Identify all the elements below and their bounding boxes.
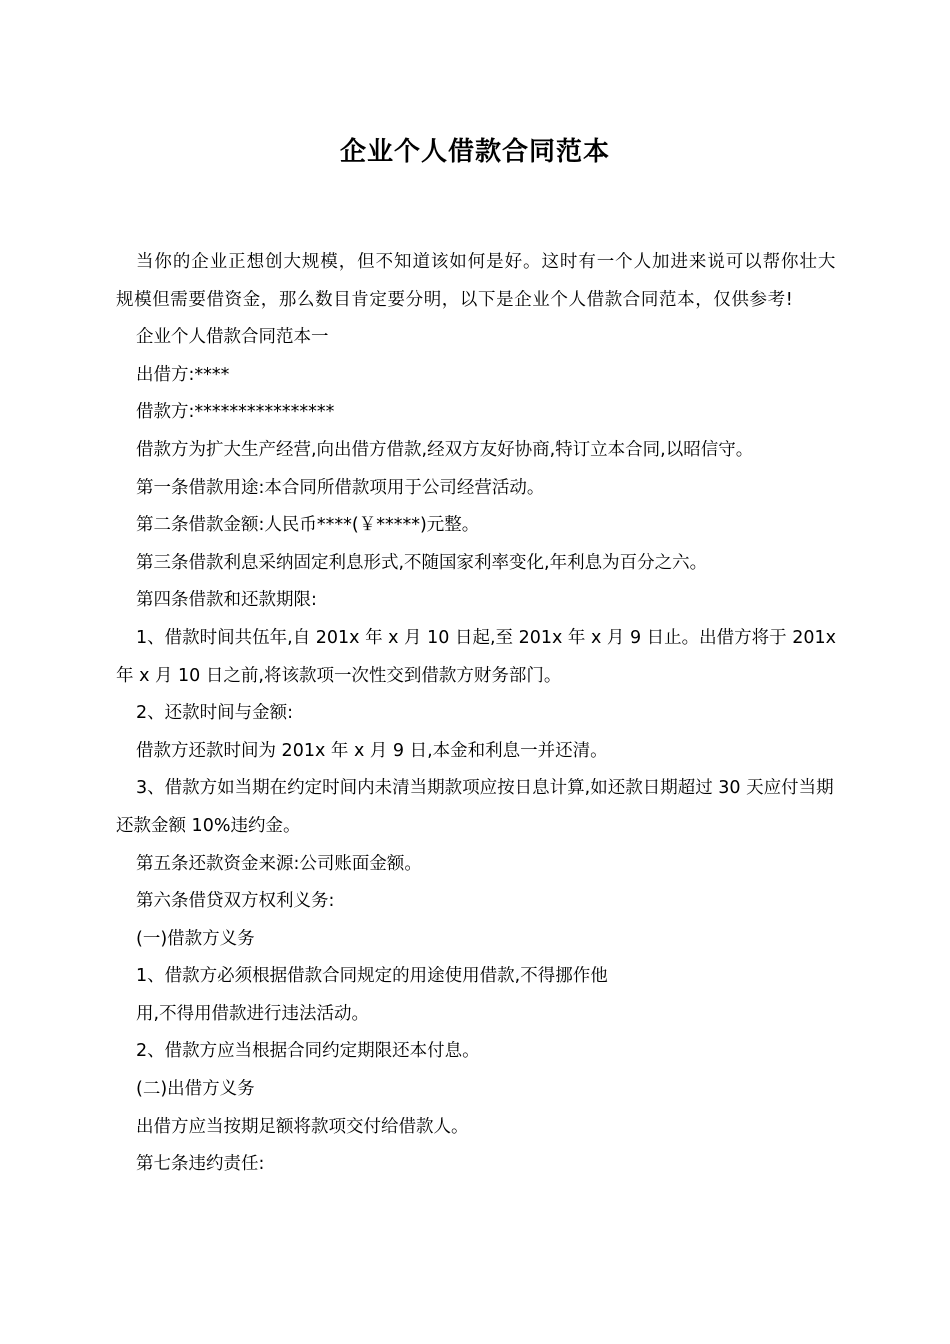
borrower-obligation-2: 2、借款方应当根据合同约定期限还本付息。 bbox=[136, 1041, 480, 1062]
intro-paragraph: 当你的企业正想创大规模，但不知道该如何是好。这时有一个人加进来说可以帮你壮大规模但需要借资金，那么数目肯定要分明，以下是企业个人借款合同范本，仅供参考! bbox=[116, 252, 836, 310]
article-2: 第二条借款金额:人民币****(￥*****)元整。 bbox=[136, 515, 480, 536]
article-4: 第四条借款和还款期限: bbox=[136, 590, 317, 611]
article-6: 第六条借贷双方权利义务: bbox=[136, 891, 335, 912]
article-3: 第三条借款利息采纳固定利息形式,不随国家利率变化,年利息为百分之六。 bbox=[136, 552, 708, 573]
section-heading: 企业个人借款合同范本一 bbox=[136, 327, 329, 348]
article-7: 第七条违约责任: bbox=[136, 1154, 265, 1175]
lender-obligation-1: 出借方应当按期足额将款项交付给借款人。 bbox=[136, 1116, 469, 1137]
document-title: 企业个人借款合同范本 bbox=[339, 137, 610, 167]
article-4-item-1: 1、借款时间共伍年,自 201x 年 x 月 10 日起,至 201x 年 x 月 9 日止。出借方将于 201x 年 x 月 10 日之前,将该款项一次性交到借款方财务部门。 bbox=[116, 627, 836, 686]
preamble-paragraph: 借款方为扩大生产经营,向出借方借款,经双方友好协商,特订立本合同,以昭信守。 bbox=[136, 439, 754, 460]
article-4-item-2: 2、还款时间与金额: bbox=[136, 703, 294, 724]
document-body bbox=[116, 244, 836, 1184]
article-4-item-3: 3、借款方如当期在约定时间内未清当期款项应按日息计算,如还款日期超过 30 天应付当期还款金额 10%违约金。 bbox=[116, 778, 834, 836]
repayment-time-line: 借款方还款时间为 201x 年 x 月 9 日,本金和利息一并还清。 bbox=[136, 740, 608, 761]
lender-line: 出借方:**** bbox=[136, 364, 230, 385]
borrower-line: 借款方:**************** bbox=[136, 402, 335, 423]
article-1: 第一条借款用途:本合同所借款项用于公司经营活动。 bbox=[136, 477, 545, 498]
borrower-obligation-1: 1、借款方必须根据借款合同规定的用途使用借款,不得挪作他 bbox=[136, 966, 608, 987]
article-5: 第五条还款资金来源:公司账面金额。 bbox=[136, 853, 422, 874]
lender-obligations-heading: (二)出借方义务 bbox=[136, 1079, 255, 1100]
borrower-obligations-heading: (一)借款方义务 bbox=[136, 928, 255, 949]
borrower-obligation-1-cont: 用,不得用借款进行违法活动。 bbox=[136, 1003, 370, 1024]
